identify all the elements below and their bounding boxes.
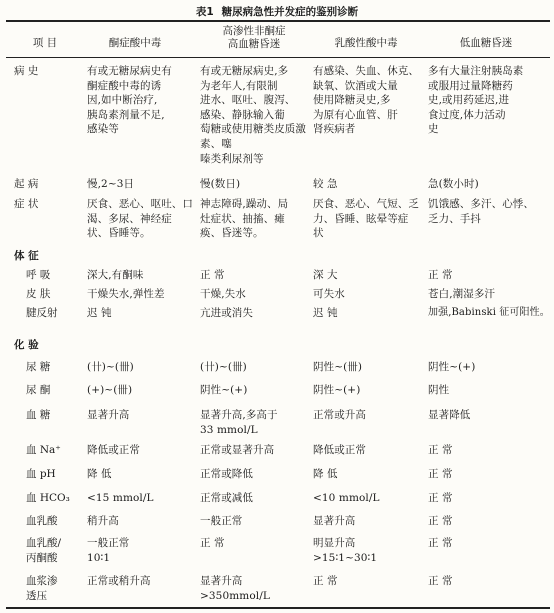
- header-dka: 酮症酸中毒: [108, 37, 162, 49]
- symptoms-hhs: 神志障碍,躁动、局 灶症状、抽搐、瘫 痪、昏迷等。: [200, 198, 289, 240]
- header-lactic: 乳酸性酸中毒: [334, 37, 398, 49]
- onset-hhs: 慢(数日): [200, 178, 241, 190]
- row-label-na: 血 Na⁺: [26, 444, 61, 456]
- hco3-lactic: <10 mmol/L: [313, 492, 380, 504]
- urine-ketone-dka: (+)~(卌): [87, 384, 133, 396]
- row-label-blood-sugar: 血 糖: [26, 409, 51, 421]
- blood-sugar-lactic: 正常或升高: [313, 409, 366, 421]
- hco3-hhs: 正常或减低: [200, 492, 253, 504]
- reflex-hypo: 加强,Babinski 征可阳性。: [428, 307, 550, 318]
- history-dka: 有或无糖尿病史有 酮症酸中毒的诱 因,如中断治疗, 胰岛素剂量不足, 感染等: [87, 65, 172, 136]
- history-hhs: 有或无糖尿病史,多 为老年人,有限制 进水、呕吐、腹泻、 感染、静脉输入葡 萄糖或使用糖类皮质激素、噻 嗪类利尿剂等: [200, 65, 306, 165]
- reflex-dka: 迟 钝: [87, 307, 112, 319]
- ph-lactic: 降 低: [313, 468, 338, 480]
- lp-ratio-lactic: 明显升高 >15∶1~30∶1: [313, 537, 378, 564]
- osmolality-hypo: 正 常: [428, 575, 453, 587]
- header-item: 项 目: [32, 37, 58, 49]
- urine-ketone-hhs: 阴性~(+): [200, 384, 248, 396]
- blood-sugar-hypo: 显著降低: [428, 409, 471, 421]
- ph-hhs: 正常或降低: [200, 468, 253, 480]
- blood-sugar-dka: 显著升高: [87, 409, 130, 421]
- blood-sugar-hhs: 显著升高,多高于 33 mmol/L: [200, 409, 278, 436]
- respiration-lactic: 深 大: [313, 269, 338, 281]
- section-lab: 化 验: [14, 339, 39, 351]
- symptoms-hypo: 饥饿感、多汗、心悸、 乏力、手抖: [428, 198, 534, 225]
- onset-lactic: 较 急: [313, 178, 338, 190]
- table-caption: [0, 4, 554, 19]
- header-rule: [6, 57, 550, 58]
- table-number: 表1: [195, 6, 214, 18]
- hco3-dka: <15 mmol/L: [87, 492, 154, 504]
- urine-sugar-dka: (卄)~(卌): [87, 361, 134, 373]
- lp-ratio-hhs: 正 常: [200, 537, 225, 549]
- respiration-hhs: 正 常: [200, 269, 225, 281]
- bottom-rule: [6, 607, 550, 609]
- symptoms-lactic: 厌食、恶心、气短、乏 力、昏睡、眩晕等症 状: [313, 198, 419, 240]
- row-label-osmolality: 血浆渗 透压: [26, 575, 58, 602]
- lactate-hhs: 一般正常: [200, 515, 243, 527]
- row-label-history: 病 史: [14, 65, 39, 77]
- row-label-reflex: 腱反射: [26, 307, 58, 319]
- lactate-lactic: 显著升高: [313, 515, 356, 527]
- skin-lactic: 可失水: [313, 288, 345, 300]
- urine-ketone-lactic: 阴性~(+): [313, 384, 361, 396]
- reflex-hhs: 亢进或消失: [200, 307, 253, 319]
- row-label-onset: 起 病: [14, 178, 39, 190]
- na-lactic: 降低或正常: [313, 444, 366, 456]
- hco3-hypo: 正 常: [428, 492, 453, 504]
- respiration-dka: 深大,有酮味: [87, 269, 144, 281]
- lactate-hypo: 正 常: [428, 515, 453, 527]
- respiration-hypo: 正 常: [428, 269, 453, 281]
- row-label-lactate: 血乳酸: [26, 515, 58, 527]
- osmolality-hhs: 显著升高 >350mmol/L: [200, 575, 270, 602]
- na-hhs: 正常或显著升高: [200, 444, 275, 456]
- history-lactic: 有感染、失血、休克、 缺氧、饮酒或大量 使用降糖灵史,多 为原有心血管、肝 肾疾病者: [313, 65, 419, 136]
- row-label-urine-ketone: 尿 酮: [26, 384, 51, 396]
- header-hypo: 低血糖昏迷: [459, 37, 513, 49]
- urine-sugar-hhs: (卄)~(卌): [200, 361, 247, 373]
- row-label-hco3: 血 HCO₃: [26, 492, 70, 504]
- top-rule: [6, 20, 550, 22]
- history-hypo: 多有大量注射胰岛素 或服用过量降糖药 史,或用药延迟,进 食过度,体力活动 史: [428, 65, 524, 136]
- row-label-lp-ratio: 血乳酸/ 丙酮酸: [26, 537, 62, 564]
- onset-dka: 慢,2~3日: [87, 178, 135, 190]
- row-label-symptoms: 症 状: [14, 198, 39, 210]
- urine-ketone-hypo: 阴性: [428, 384, 450, 396]
- skin-dka: 干燥失水,弹性差: [87, 288, 165, 300]
- lp-ratio-hypo: 正 常: [428, 537, 453, 549]
- table-title: 糖尿病急性并发症的鉴别诊断: [221, 6, 359, 18]
- row-label-respiration: 呼 吸: [26, 269, 51, 281]
- section-signs: 体 征: [14, 250, 39, 262]
- osmolality-dka: 正常或稍升高: [87, 575, 151, 587]
- onset-hypo: 急(数小时): [428, 178, 479, 190]
- symptoms-dka: 厌食、恶心、呕吐、口 渴、多尿、神经症 状、昏睡等。: [87, 198, 193, 240]
- reflex-lactic: 迟 钝: [313, 307, 338, 319]
- row-label-ph: 血 pH: [26, 468, 56, 480]
- row-label-urine-sugar: 尿 糖: [26, 361, 51, 373]
- row-label-skin: 皮 肤: [26, 288, 51, 300]
- urine-sugar-hypo: 阴性~(+): [428, 361, 476, 373]
- na-hypo: 正 常: [428, 444, 453, 456]
- skin-hhs: 干燥,失水: [200, 288, 246, 300]
- skin-hypo: 苍白,潮湿多汗: [428, 288, 496, 300]
- urine-sugar-lactic: 阴性~(卌): [313, 361, 363, 373]
- ph-dka: 降 低: [87, 468, 112, 480]
- header-hhs: 高渗性非酮症 高血糖昏迷: [222, 25, 286, 50]
- lactate-dka: 稍升高: [87, 515, 119, 527]
- osmolality-lactic: 正 常: [313, 575, 338, 587]
- ph-hypo: 正 常: [428, 468, 453, 480]
- lp-ratio-dka: 一般正常 10∶1: [87, 537, 130, 564]
- na-dka: 降低或正常: [87, 444, 140, 456]
